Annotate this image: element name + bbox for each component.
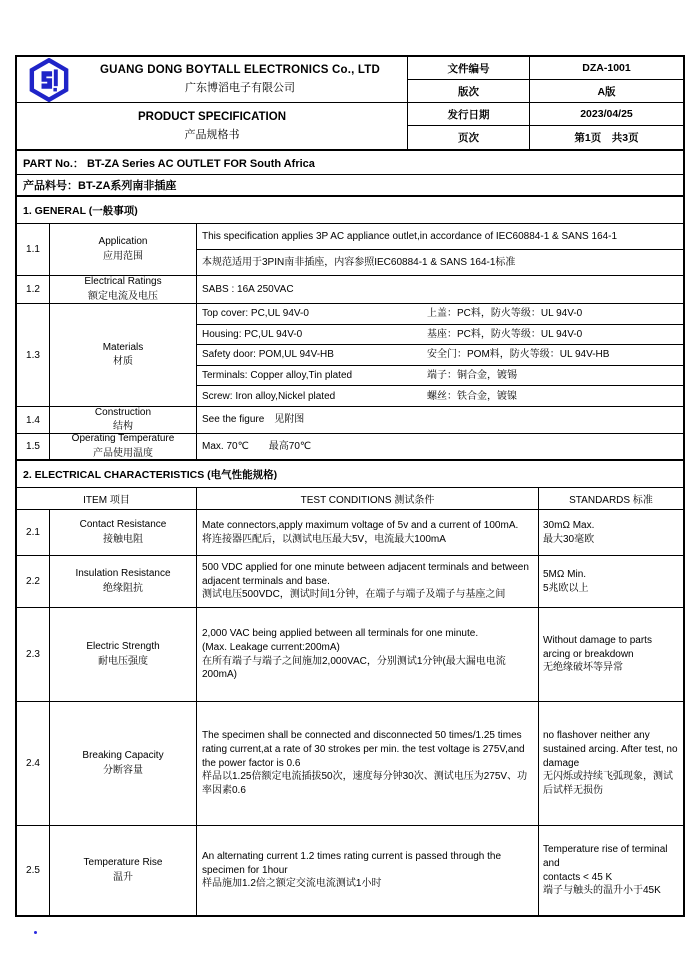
company-names [81,64,407,95]
revision-value: A版 [530,80,683,103]
doc-number-label: 文件编号 [408,57,530,80]
material-line-zh: 上盖：PC料，防火等级：UL 94V-0 [427,308,583,320]
electrical-ratings-text: SABS : 16A 250VAC [202,283,294,295]
row-number: 2.4 [17,702,50,825]
material-line-en: Safety door: POM,UL 94V-HB [202,349,334,361]
col-header-item: ITEM 项目 [17,488,197,509]
item-name: Insulation Resistance 绝缘阻抗 [50,556,197,607]
item-name: Construction 结构 [50,407,197,433]
test-conditions: 500 VDC applied for one minute between adjacent terminals and between adjacent terminals and base. 测试电压500VDC，测试时间1分钟，在端子与端子及端子与基座之间 [197,556,539,607]
doc-title-block [17,103,408,149]
material-line-zh: 安全门：POM料，防火等级：UL 94V-HB [427,349,610,361]
row-content [197,304,683,406]
application-text-zh: 本规范适用于3PIN南非插座，内容参照IEC60884-1 & SANS 164-1标准 [202,257,516,268]
spec-row-1-5 [17,434,683,461]
col-header-standards: STANDARDS 标准 [569,495,653,506]
spec-row-2-1 [17,510,683,556]
row-number: 2.2 [17,556,50,607]
spec-row-2-2 [17,556,683,608]
row-number: 2.5 [17,826,50,915]
document-header [17,57,683,151]
company-block [17,57,408,103]
doc-number-value: DZA-1001 [530,57,683,80]
row-number: 1.5 [17,434,50,459]
test-conditions: Mate connectors,apply maximum voltage of 5v and a current of 100mA. 将连接器匹配后，以测试电压最大5V，电流最大100mA [197,510,539,555]
doc-title-en: PRODUCT SPECIFICATION [137,110,286,123]
page-number-label: 页次 [408,126,530,149]
material-line [197,345,683,366]
spec-row-1-3 [17,304,683,407]
spec-row-2-5 [17,826,683,915]
spec-row-2-3 [17,608,683,702]
material-line-zh: 基座：PC料，防火等级：UL 94V-0 [427,328,583,340]
item-name: Temperature Rise 温升 [50,826,197,915]
item-name: Application 应用范围 [50,224,197,275]
item-name: Breaking Capacity 分断容量 [50,702,197,825]
material-line [197,304,683,325]
issue-date-label: 发行日期 [408,103,530,126]
section1-title: 1. GENERAL (一般事项) [17,197,683,224]
material-line-en: Screw: Iron alloy,Nickel plated [202,390,336,402]
part-code-line: 产品料号：BT-ZA系列南非插座 [17,175,683,197]
operating-temperature-text: Max. 70℃ 最高70℃ [202,440,312,452]
spec-row-1-1 [17,224,683,276]
standard-value: Temperature rise of terminal and contacts < 45 K 端子与触头的温升小于45K [543,843,668,897]
standard-value: 5MΩ Min. 5兆欧以上 [543,568,589,594]
spec-row-2-4 [17,702,683,826]
row-number: 2.3 [17,608,50,701]
spec-row-1-2 [17,276,683,304]
revision-label: 版次 [408,80,530,103]
material-line-en: Terminals: Copper alloy,Tin plated [202,370,353,382]
part-no-line: PART No.： BT-ZA Series AC OUTLET FOR South Africa [17,151,683,175]
item-name: Contact Resistance 接触电阻 [50,510,197,555]
row-number: 1.1 [17,224,50,275]
construction-text: See the figure 见附图 [202,414,305,426]
material-line [197,366,683,387]
stray-ink-dot [34,931,37,934]
material-line [197,325,683,346]
item-name: Operating Temperature 产品使用温度 [50,434,197,459]
material-line-zh: 端子：铜合金，镀锡 [427,370,517,382]
item-name: Materials 材质 [50,304,197,406]
material-line [197,386,683,406]
item-name: Electrical Ratings 额定电流及电压 [50,276,197,303]
spec-row-1-4 [17,407,683,434]
application-text-en: This specification applies 3P AC appliance outlet,in accordance of IEC60884-1 & SANS 164-1 [197,224,683,250]
company-logo-icon [27,58,71,102]
test-conditions: The specimen shall be connected and disconnected 50 times/1.25 times rating current,at a rate of 30 strokes per min. the test voltage is 275V,and the power factor is 0.6 样品以1.25倍额定电流插拔50次，速度每分钟30次、测试电压为275V、功率因素0.6 [197,702,539,825]
row-number: 1.2 [17,276,50,303]
item-name: Electric Strength 耐电压强度 [50,608,197,701]
page-number-value: 第1页 共3页 [574,132,639,144]
col-header-test: TEST CONDITIONS 测试条件 [197,488,539,509]
test-conditions: 2,000 VAC being applied between all terminals for one minute. (Max. Leakage current:200mA) 在所有端子与端子之间施加2,000VAC，分别测试1分钟(最大漏电电流200mA) [197,608,539,701]
row-content [197,224,683,275]
section2-column-headers [17,488,683,510]
test-conditions: An alternating current 1.2 times rating current is passed through the specimen for 1hour 样品施加1.2倍之额定交流电流测试1小时 [197,826,539,915]
standard-value: no flashover neither any sustained arcing. After test, no damage 无闪烁或持续飞弧现象，测试后试样无损伤 [543,730,678,797]
spec-document [15,55,685,917]
row-number: 1.3 [17,304,50,406]
company-name-zh: 广东博滔电子有限公司 [185,82,295,94]
company-name-en: GUANG DONG BOYTALL ELECTRONICS Co., LTD [100,64,380,76]
standard-value: 30mΩ Max. 最大30毫欧 [543,519,595,545]
material-line-zh: 螺丝：铁合金，镀镍 [427,390,517,402]
section2-title: 2. ELECTRICAL CHARACTERISTICS (电气性能规格) [17,461,683,488]
material-line-en: Top cover: PC,UL 94V-0 [202,308,309,320]
row-number: 1.4 [17,407,50,433]
row-number: 2.1 [17,510,50,555]
issue-date-value: 2023/04/25 [530,103,683,126]
material-line-en: Housing: PC,UL 94V-0 [202,328,303,340]
standard-value: Without damage to parts arcing or breakdown 无绝缘破坏等异常 [543,634,652,674]
doc-title-zh: 产品规格书 [184,128,240,141]
